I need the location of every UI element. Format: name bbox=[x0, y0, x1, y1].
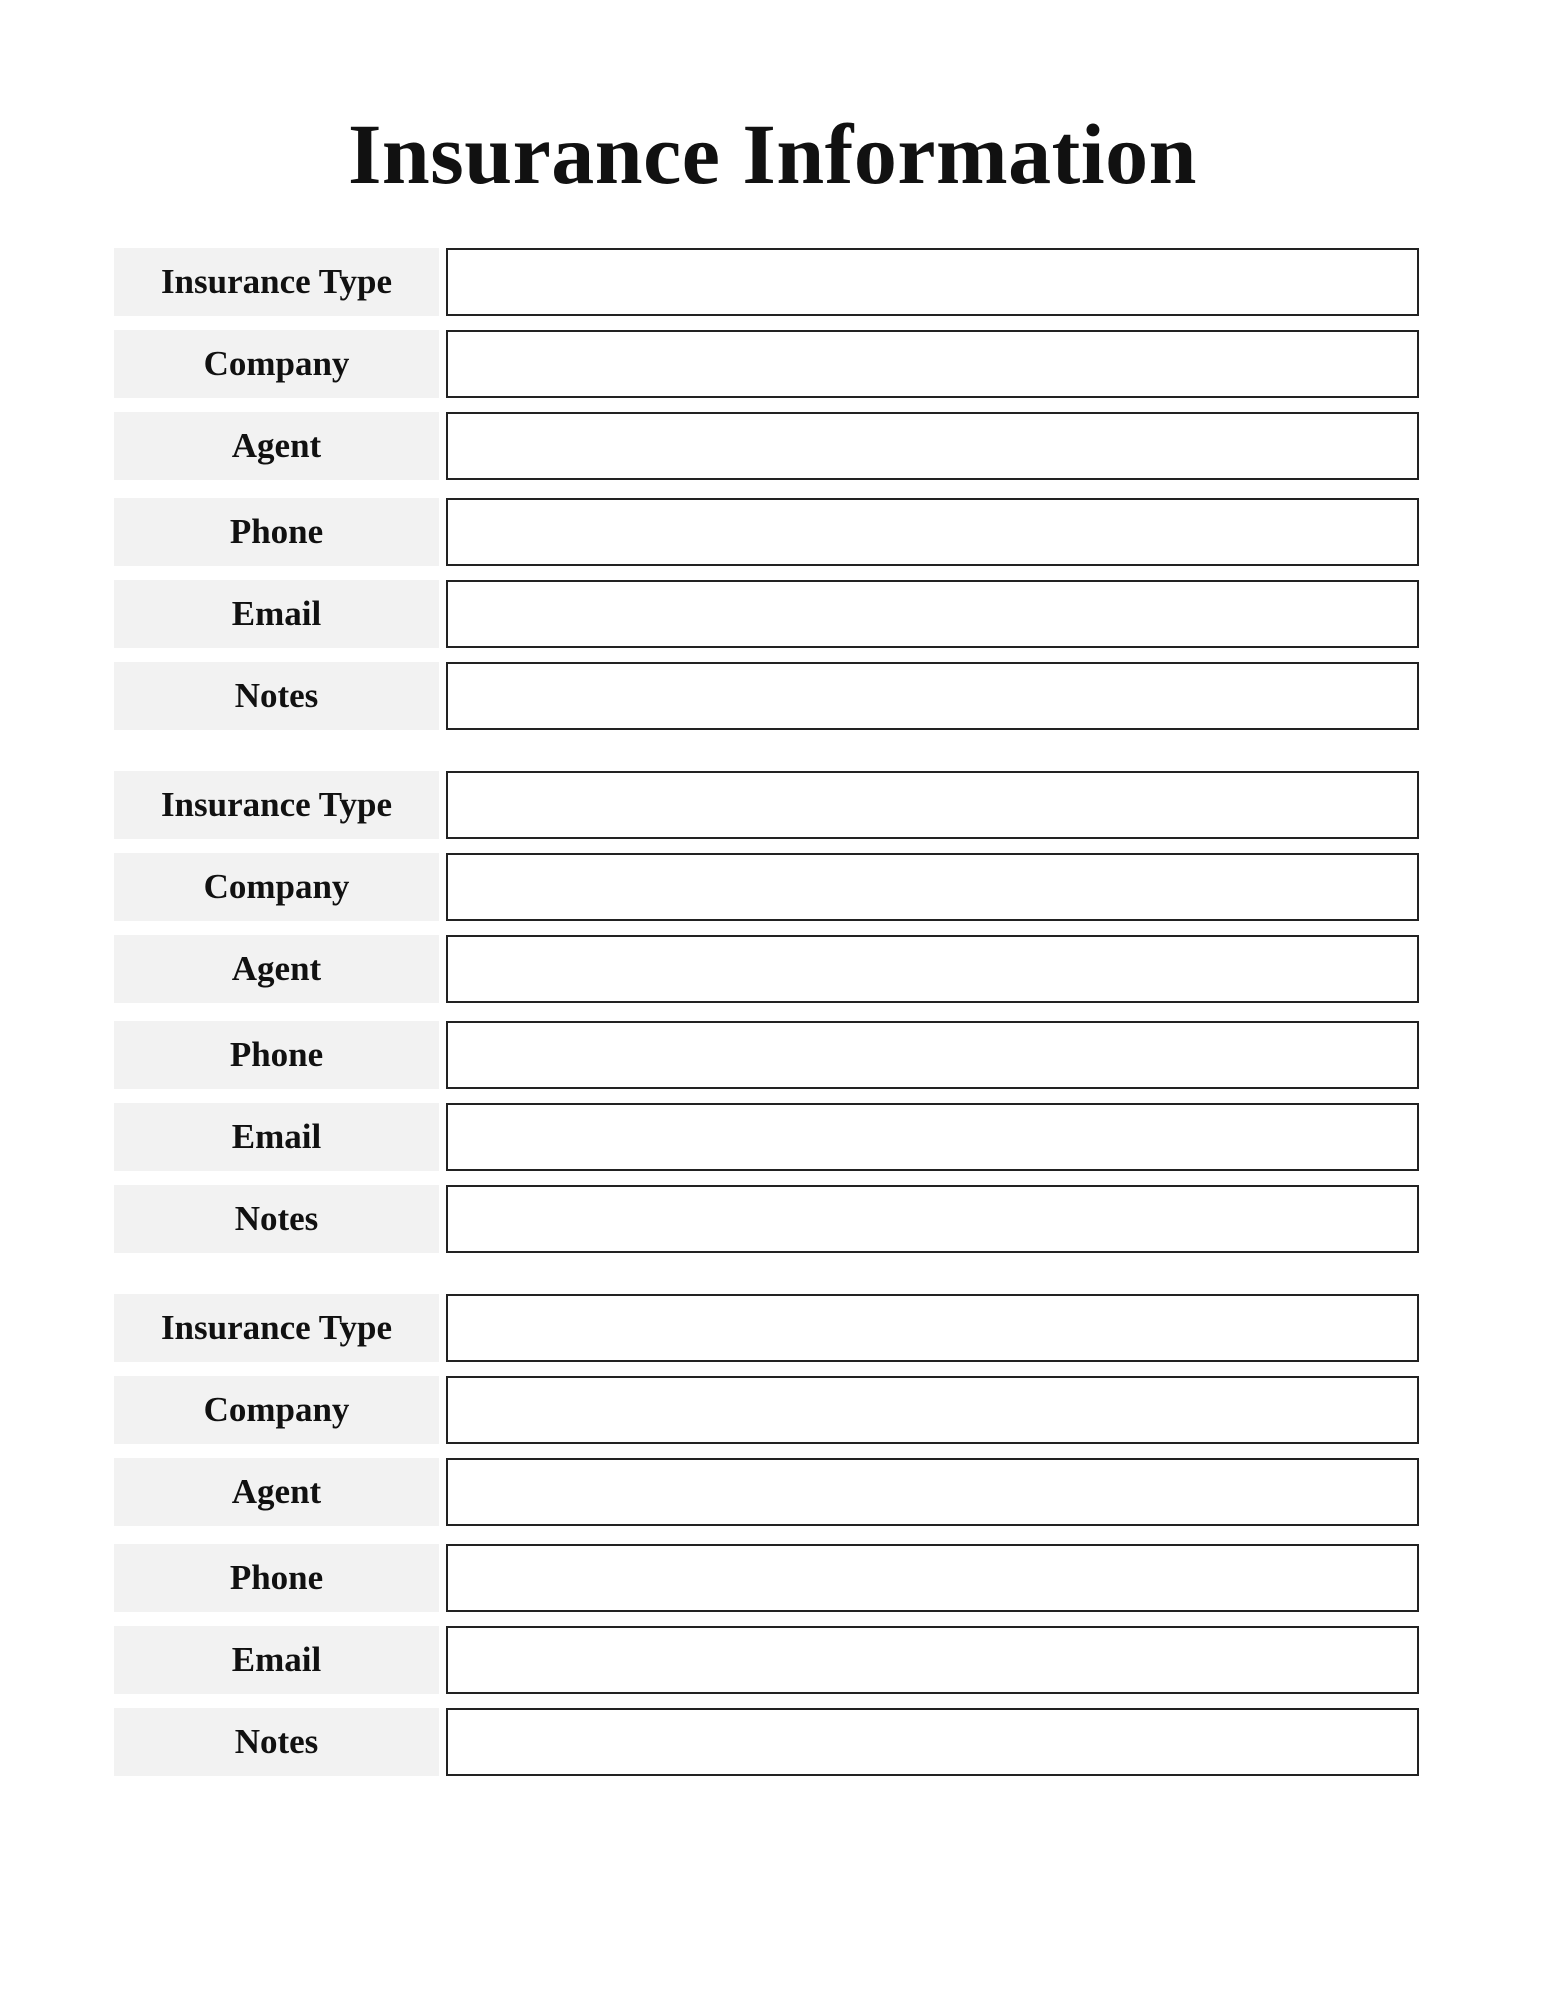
insurance-type-row bbox=[114, 248, 1419, 316]
email-label: Email bbox=[114, 1626, 439, 1694]
email-label: Email bbox=[114, 580, 439, 648]
email-field[interactable] bbox=[446, 1103, 1419, 1171]
insurance-block-2 bbox=[114, 771, 1419, 1253]
company-label: Company bbox=[114, 853, 439, 921]
email-row bbox=[114, 1626, 1419, 1694]
phone-row bbox=[114, 1544, 1419, 1612]
notes-row bbox=[114, 1185, 1419, 1253]
notes-label: Notes bbox=[114, 1185, 439, 1253]
insurance-type-field[interactable] bbox=[446, 248, 1419, 316]
agent-row bbox=[114, 412, 1419, 480]
phone-row bbox=[114, 1021, 1419, 1089]
agent-row bbox=[114, 1458, 1419, 1526]
notes-field[interactable] bbox=[446, 1708, 1419, 1776]
notes-field[interactable] bbox=[446, 1185, 1419, 1253]
company-row bbox=[114, 853, 1419, 921]
notes-row bbox=[114, 662, 1419, 730]
page-title: Insurance Information bbox=[347, 106, 1198, 202]
company-label: Company bbox=[114, 1376, 439, 1444]
insurance-type-field[interactable] bbox=[446, 771, 1419, 839]
phone-field[interactable] bbox=[446, 1544, 1419, 1612]
agent-field[interactable] bbox=[446, 1458, 1419, 1526]
email-row bbox=[114, 1103, 1419, 1171]
insurance-type-label: Insurance Type bbox=[114, 1294, 439, 1362]
phone-label: Phone bbox=[114, 1021, 439, 1089]
phone-label: Phone bbox=[114, 1544, 439, 1612]
insurance-type-field[interactable] bbox=[446, 1294, 1419, 1362]
insurance-block-1 bbox=[114, 248, 1419, 730]
insurance-form bbox=[114, 248, 1419, 1817]
email-label: Email bbox=[114, 1103, 439, 1171]
agent-label: Agent bbox=[114, 412, 439, 480]
phone-label: Phone bbox=[114, 498, 439, 566]
email-field[interactable] bbox=[446, 1626, 1419, 1694]
company-field[interactable] bbox=[446, 853, 1419, 921]
agent-field[interactable] bbox=[446, 935, 1419, 1003]
notes-field[interactable] bbox=[446, 662, 1419, 730]
insurance-type-label: Insurance Type bbox=[114, 248, 439, 316]
insurance-type-row bbox=[114, 771, 1419, 839]
insurance-block-3 bbox=[114, 1294, 1419, 1776]
company-label: Company bbox=[114, 330, 439, 398]
company-field[interactable] bbox=[446, 1376, 1419, 1444]
phone-row bbox=[114, 498, 1419, 566]
agent-field[interactable] bbox=[446, 412, 1419, 480]
notes-row bbox=[114, 1708, 1419, 1776]
agent-row bbox=[114, 935, 1419, 1003]
email-row bbox=[114, 580, 1419, 648]
company-row bbox=[114, 1376, 1419, 1444]
email-field[interactable] bbox=[446, 580, 1419, 648]
company-field[interactable] bbox=[446, 330, 1419, 398]
agent-label: Agent bbox=[114, 1458, 439, 1526]
phone-field[interactable] bbox=[446, 498, 1419, 566]
agent-label: Agent bbox=[114, 935, 439, 1003]
phone-field[interactable] bbox=[446, 1021, 1419, 1089]
insurance-type-row bbox=[114, 1294, 1419, 1362]
company-row bbox=[114, 330, 1419, 398]
insurance-type-label: Insurance Type bbox=[114, 771, 439, 839]
notes-label: Notes bbox=[114, 662, 439, 730]
notes-label: Notes bbox=[114, 1708, 439, 1776]
